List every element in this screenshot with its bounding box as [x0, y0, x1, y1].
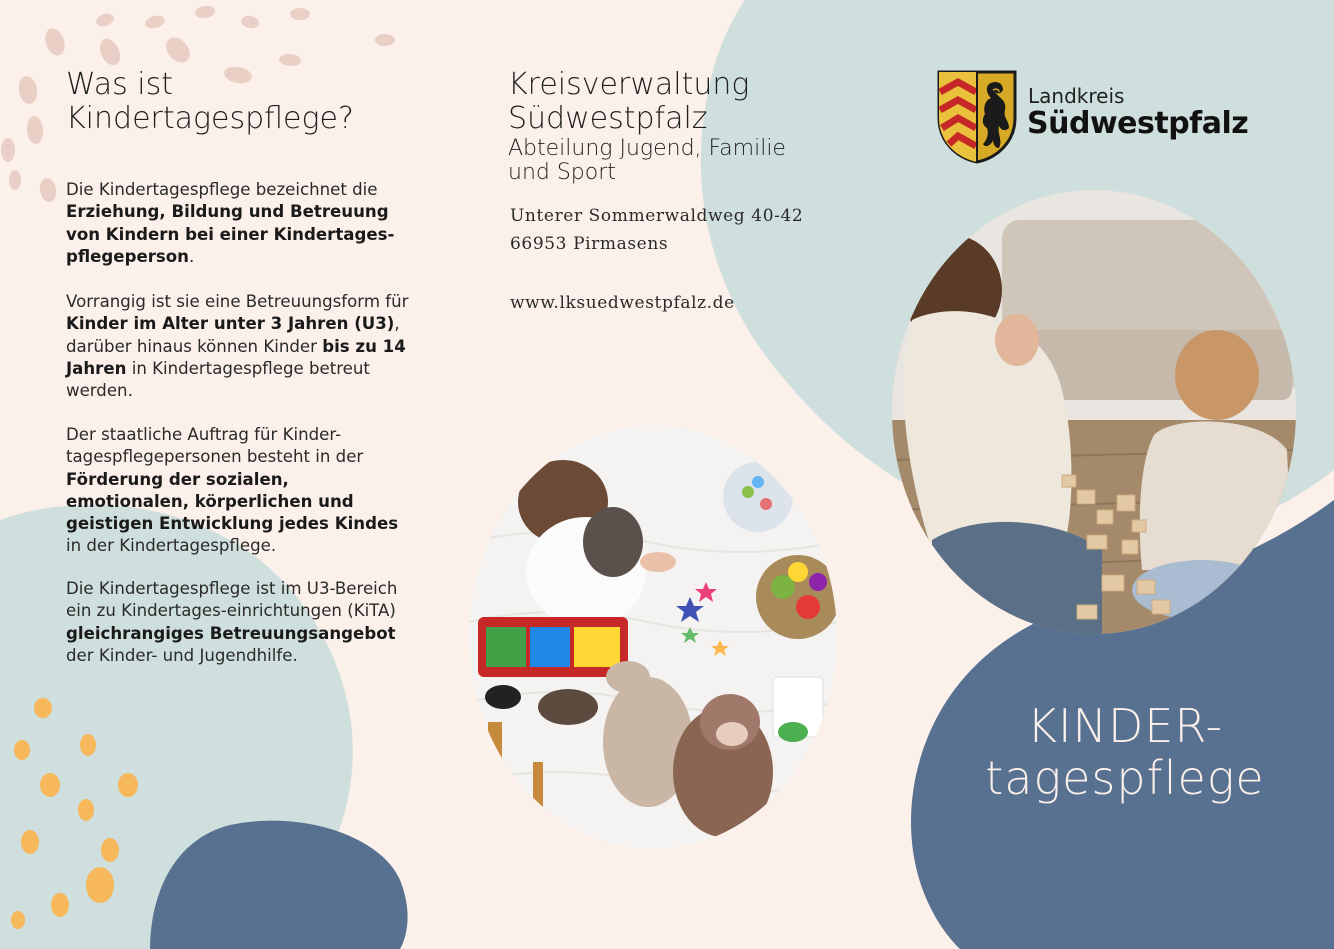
website-link[interactable]: www.lksuedwestpfalz.de [510, 293, 735, 313]
p3-run-0: Der staatliche Auftrag für Kinder-tagespflegepersonen besteht in der [66, 425, 364, 467]
address-street: Unterer Sommerwaldweg 40-42 [510, 206, 804, 226]
p3-run-2: in der Kindertagespflege. [66, 536, 277, 556]
p1-run-0: Die Kindertagespflege bezeichnet die [66, 180, 378, 199]
paragraph-age-groups [66, 291, 411, 402]
p4-run-1: gleichrangiges Betreuungsangebot [66, 623, 396, 643]
logo-name: Südwestpfalz [1027, 106, 1249, 141]
p4-run-2: der Kinder- und Jugendhilfe. [66, 645, 298, 665]
p3-run-1: Förderung der sozialen, emotionalen, körperlichen und geistigen Entwicklung jedes Kindes [66, 469, 399, 534]
p4-run-0: Die Kindertagespflege ist im U3-Bereich ein zu Kindertages-einrichtungen (KiTA) [66, 579, 398, 621]
cover-title-line1: KINDER- [1026, 699, 1224, 753]
coat-of-arms-icon [937, 70, 1017, 164]
info-heading: Was ist Kindertagespflege? [66, 67, 354, 136]
paragraph-definition [66, 179, 411, 268]
mother-child-photo [892, 190, 1297, 635]
address-city: 66953 Pirmasens [510, 234, 669, 254]
p2-run-0: Vorrangig ist sie eine Betreuungsform für [66, 292, 409, 311]
cover-title [930, 700, 1320, 804]
paragraph-mandate [66, 424, 411, 558]
p2-run-1: Kinder im Alter unter 3 Jahren (U3) [66, 314, 395, 334]
paragraph-equivalence [66, 578, 411, 667]
p2-run-3: bis zu 14 Jahren [66, 336, 406, 378]
p1-run-1: Erziehung, Bildung und Betreuung von Kindern bei einer Kindertages-pflegeperson [66, 202, 395, 266]
p1-run-2: . [188, 246, 195, 266]
department-name: Abteilung Jugend, Familie und Sport [508, 136, 786, 185]
p2-run-4: in Kindertagespflege betreut werden. [66, 358, 370, 401]
toys-photo [468, 422, 838, 852]
organization-name: Kreisverwaltung Südwestpfalz [508, 67, 750, 136]
logo-label: Landkreis [1028, 84, 1125, 108]
cover-title-line2: tagespflege [985, 751, 1265, 805]
p2-run-2: , darüber hinaus können Kinder [66, 314, 400, 356]
